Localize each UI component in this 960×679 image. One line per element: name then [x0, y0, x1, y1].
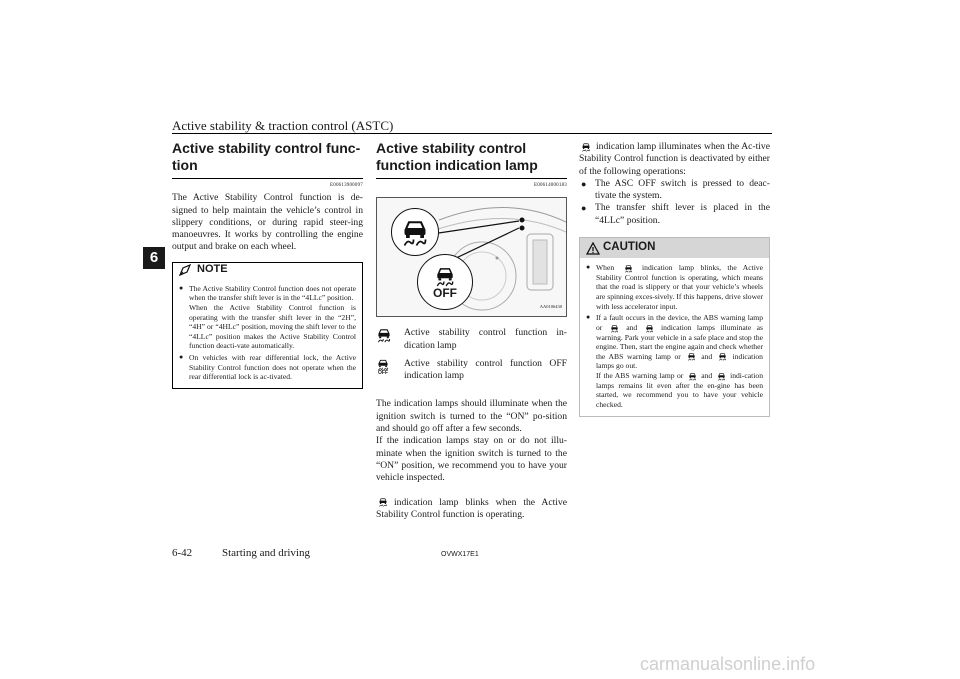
- list-text: The transfer shift lever is placed in the “4LLc” position.: [595, 202, 770, 226]
- instrument-cluster-figure: [376, 197, 567, 317]
- list-text: The ASC OFF switch is pressed to deac-tivate the system.: [595, 177, 770, 202]
- asc-lamp-icon: [610, 324, 619, 333]
- asc-off-lamp-icon: [717, 372, 726, 381]
- bullet-icon: ●: [581, 203, 587, 214]
- caution-text: and: [701, 351, 713, 361]
- note-text: The Active Stability Control function does not operate when the transfer shift lever is in the “4LLc” position.: [189, 283, 356, 303]
- heading-rule: [172, 178, 363, 179]
- running-title: Active stability & traction control (ASTC): [172, 118, 394, 133]
- note-label: NOTE: [193, 265, 232, 275]
- bullet-icon: ●: [586, 313, 591, 322]
- caution-text: If a fault occurs in the device, the ABS warning lamp or: [596, 313, 763, 332]
- bullet-icon: ●: [586, 263, 591, 272]
- page-number: 6-42: [172, 547, 193, 559]
- asc-off-lamp-icon: [718, 352, 727, 361]
- blink-text: indication lamp blinks when the Active Stability Control function is operating.: [376, 496, 567, 520]
- asc-lamp-icon: [378, 497, 388, 507]
- caution-box: [579, 237, 770, 417]
- caution-text: indication lamp blinks, the Active Stability Control function is operating, which means that the road is slippery or that your vehicle’s wheels are spinning exces-sively. If this happens, drive slower with less accelerator input.: [596, 263, 763, 311]
- asc-off-lamp-icon: [433, 265, 457, 287]
- asc-off-text: OFF: [433, 286, 457, 301]
- heading-rule: [376, 178, 567, 179]
- lamp-description: Active stability control function in-dication lamp: [404, 327, 567, 351]
- body-paragraph: If the indication lamps stay on or do not illu-minate when the ignition switch is turned to the “ON” position, we recommend you to have your vehicle inspected.: [376, 435, 567, 484]
- footer-code: OVWX17E1: [441, 551, 479, 558]
- note-icon: [179, 264, 193, 277]
- bullet-icon: ●: [179, 283, 184, 292]
- note-text: On vehicles with rear differential lock, the Active Stability Control function does not operate when the rear differential lock is ac-tivated.: [189, 352, 356, 382]
- asc-lamp-icon: [687, 352, 696, 361]
- caution-item: [586, 263, 763, 311]
- lamp-description: Active stability control function OFF indication lamp: [404, 357, 567, 382]
- list-item: [579, 202, 770, 227]
- note-box: [172, 262, 363, 389]
- right-column: [579, 141, 770, 417]
- note-text: When the Active Stability Control function is operating with the transfer shift lever in the “2H”, “4H” or “4HLc” position, moving the shift lever to the “4LLc” position makes the Active Stability Control function deacti-vate automatically.: [189, 302, 356, 351]
- note-header: [173, 263, 362, 278]
- intro-paragraph: The Active Stability Control function is de-signed to help maintain the vehicle’s control in slippery conditions, or during rapid steer-ing manoeuvres. It works by controlling the engine output and brake on each wheel.: [172, 192, 363, 253]
- caution-text: indication lamps go out.: [596, 351, 763, 371]
- caution-header: [580, 238, 769, 258]
- section-heading-indication-lamp: Active stability control function indication lamp: [376, 140, 538, 173]
- caution-text: When: [596, 263, 615, 273]
- asc-off-lamp-callout: [417, 254, 473, 310]
- caution-label: CAUTION: [603, 241, 656, 254]
- asc-lamp-icon: [376, 327, 404, 347]
- left-column: [172, 140, 363, 389]
- caution-text: and: [626, 322, 638, 332]
- footer-section: Starting and driving: [222, 547, 310, 559]
- figure-code: AA0106430: [539, 304, 562, 309]
- caution-text: indication lamps illuminate as warning. Park your vehicle in a safe place and stop the engine. Then, start the engine again and check whether the ABS warning lamp or: [596, 322, 763, 361]
- header-rule: [172, 133, 772, 134]
- body-paragraph: The indication lamps should illuminate when the ignition switch is turned to the “ON” po-sition and should go off after a few seconds.: [376, 398, 567, 435]
- intro-text: indication lamp illuminates when the Ac-tive Stability Control function is deactivated by either of the following operations:: [579, 141, 770, 177]
- asc-off-lamp-icon: [645, 324, 654, 333]
- lamp-row-asc: [376, 327, 567, 352]
- asc-lamp-callout: [391, 208, 439, 256]
- list-item: [579, 178, 770, 203]
- caution-text: indi-cation lamps remains lit even after the en-gine has been started, we recommend you to have your vehicle checked.: [596, 371, 763, 410]
- asc-lamp-icon: [688, 372, 697, 381]
- section-code: E00614000183: [534, 183, 567, 188]
- caution-item: [586, 313, 763, 409]
- lamp-row-asc-off: [376, 358, 567, 383]
- caution-text: If the ABS warning lamp or: [596, 371, 684, 381]
- note-item: [179, 353, 356, 382]
- bullet-icon: ●: [179, 352, 184, 361]
- asc-lamp-icon: [624, 264, 633, 273]
- section-heading-asc-function: Active stability control func-tion: [172, 140, 361, 173]
- warning-triangle-icon: [586, 242, 600, 255]
- asc-off-lamp-icon: [376, 358, 404, 376]
- section-code: E00613900097: [330, 183, 363, 188]
- asc-off-lamp-icon: [581, 142, 591, 152]
- asc-lamp-icon: [400, 217, 430, 247]
- body-paragraph: [376, 497, 567, 522]
- middle-column: [376, 140, 567, 521]
- chapter-tab: 6: [143, 247, 165, 269]
- body-paragraph: [579, 141, 770, 178]
- caution-text: and: [701, 371, 713, 381]
- note-item: [179, 284, 356, 351]
- asc-off-icon-text: OFF: [378, 369, 388, 376]
- watermark: carmanualsonline.info: [640, 654, 816, 674]
- bullet-icon: ●: [581, 178, 587, 189]
